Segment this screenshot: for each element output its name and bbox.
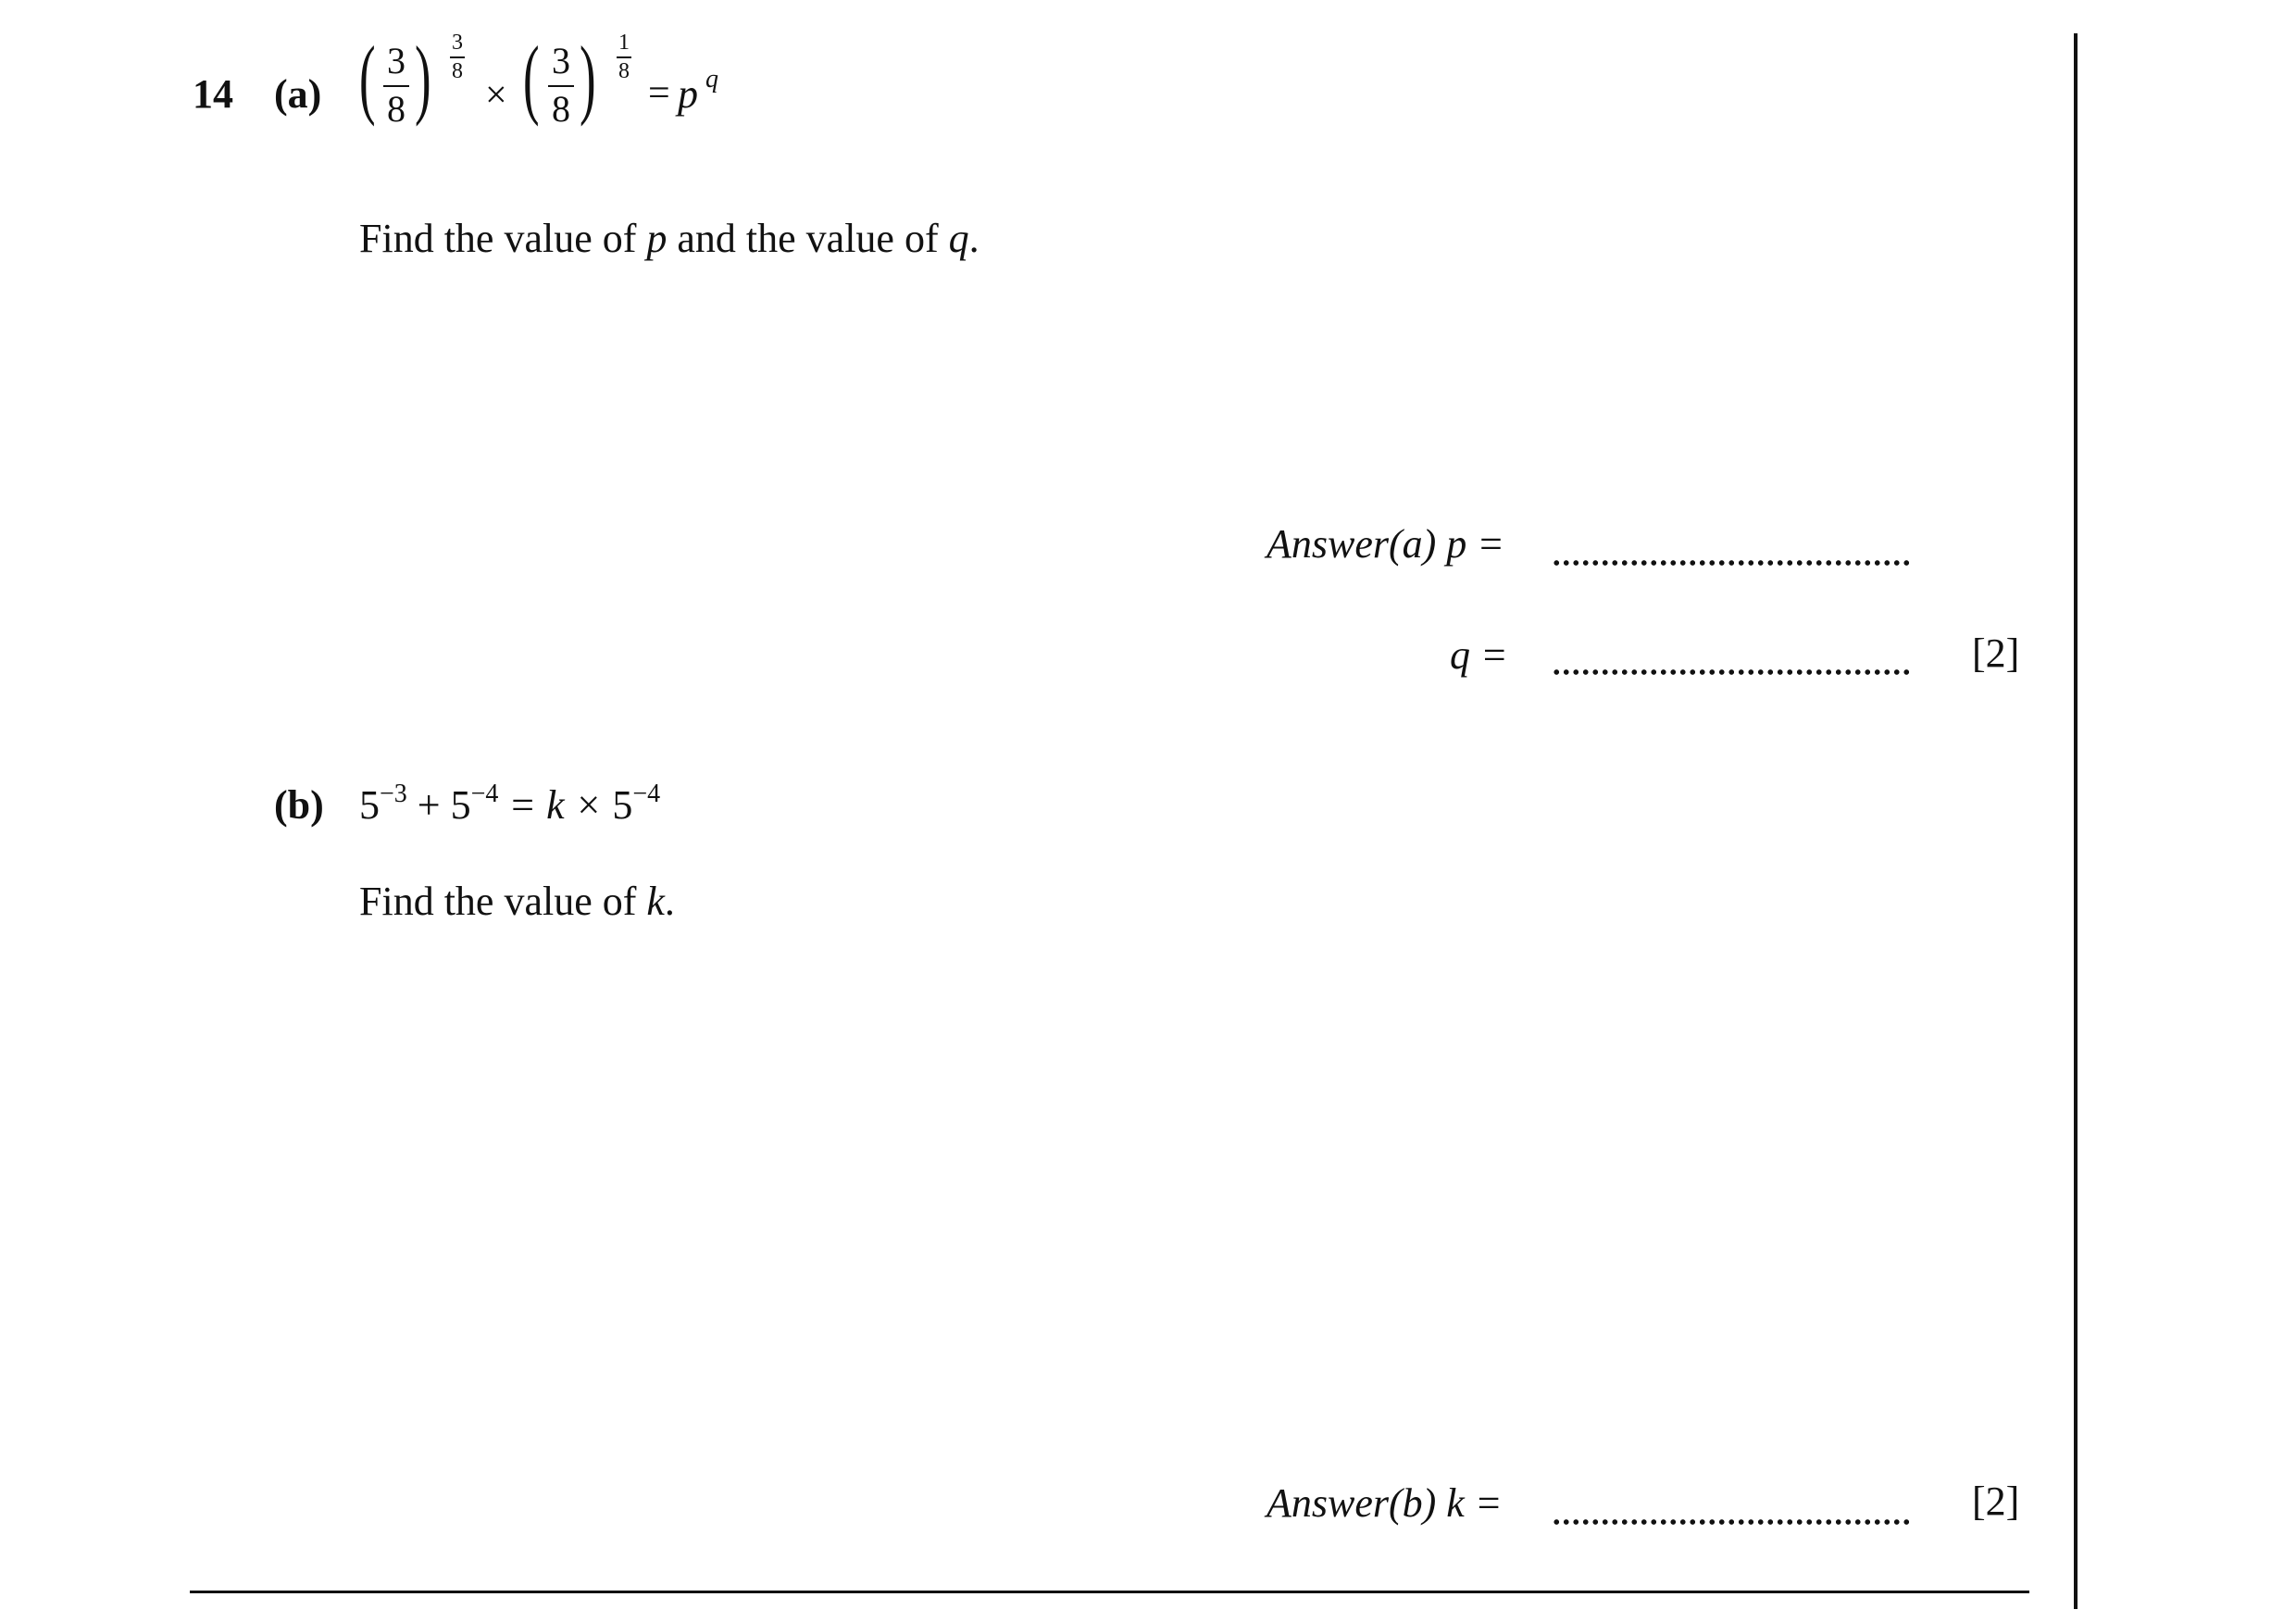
equals-k-times: = k × — [508, 782, 603, 828]
marks-a: [2] — [1972, 630, 2020, 676]
part-b-label: (b) — [274, 782, 324, 828]
answer-a-p-label: Answer(a) p = — [1267, 521, 1504, 567]
exponent-numerator: 3 — [452, 31, 463, 55]
instruction-variable-q: q — [948, 216, 969, 261]
exponent-fraction-2 — [617, 31, 631, 82]
right-paren: ) — [580, 28, 596, 127]
base-fraction-1 — [383, 40, 409, 130]
exponent-fraction-1 — [450, 31, 465, 82]
left-paren: ( — [359, 28, 376, 127]
fraction-denominator: 8 — [387, 88, 406, 130]
fraction-bar — [383, 85, 409, 87]
part-b-instruction — [359, 881, 675, 922]
marks-b: [2] — [1972, 1479, 2020, 1524]
answer-b-line[interactable] — [1552, 1518, 1909, 1526]
instruction-variable-p: p — [646, 216, 668, 261]
instruction-text: . — [968, 216, 980, 261]
part-a-label: (a) — [274, 71, 322, 117]
instruction-text: and the value of — [667, 216, 949, 261]
times-sign: × — [485, 74, 507, 117]
base-5: 5 — [612, 782, 633, 828]
equals-sign: = — [648, 72, 670, 115]
answer-a-p-line[interactable] — [1552, 559, 1909, 567]
fraction-numerator: 3 — [387, 40, 406, 81]
part-b-expression — [359, 780, 661, 828]
question-number: 14 — [193, 71, 233, 117]
fraction-bar — [617, 56, 631, 58]
exponent: −4 — [470, 780, 499, 808]
exponent: −3 — [380, 780, 407, 808]
base-5: 5 — [359, 782, 380, 828]
plus-sign: + — [417, 782, 441, 828]
right-paren: ) — [415, 28, 431, 127]
base-fraction-2 — [548, 40, 574, 130]
part-a-instruction — [359, 218, 980, 259]
fraction-numerator: 3 — [552, 40, 570, 81]
base-5: 5 — [450, 782, 471, 828]
exponent: −4 — [632, 780, 661, 808]
right-margin-rule — [2074, 33, 2078, 1609]
answer-a-q-line[interactable] — [1552, 668, 1909, 676]
fraction-bar — [450, 56, 465, 58]
answer-a-q-label: q = — [1450, 632, 1508, 678]
exponent-denominator: 8 — [618, 59, 630, 83]
instruction-variable-k: k — [646, 879, 665, 924]
exponent-numerator: 1 — [618, 31, 630, 55]
instruction-text: . — [664, 879, 675, 924]
instruction-text: Find the value of — [359, 216, 647, 261]
variable-p: p — [678, 71, 698, 117]
fraction-bar — [548, 85, 574, 87]
left-paren: ( — [523, 28, 540, 127]
fraction-denominator: 8 — [552, 88, 570, 130]
instruction-text: Find the value of — [359, 879, 647, 924]
exponent-denominator: 8 — [452, 59, 463, 83]
exponent-q: q — [705, 65, 718, 94]
bottom-rule — [190, 1591, 2029, 1593]
answer-b-label: Answer(b) k = — [1267, 1480, 1503, 1526]
